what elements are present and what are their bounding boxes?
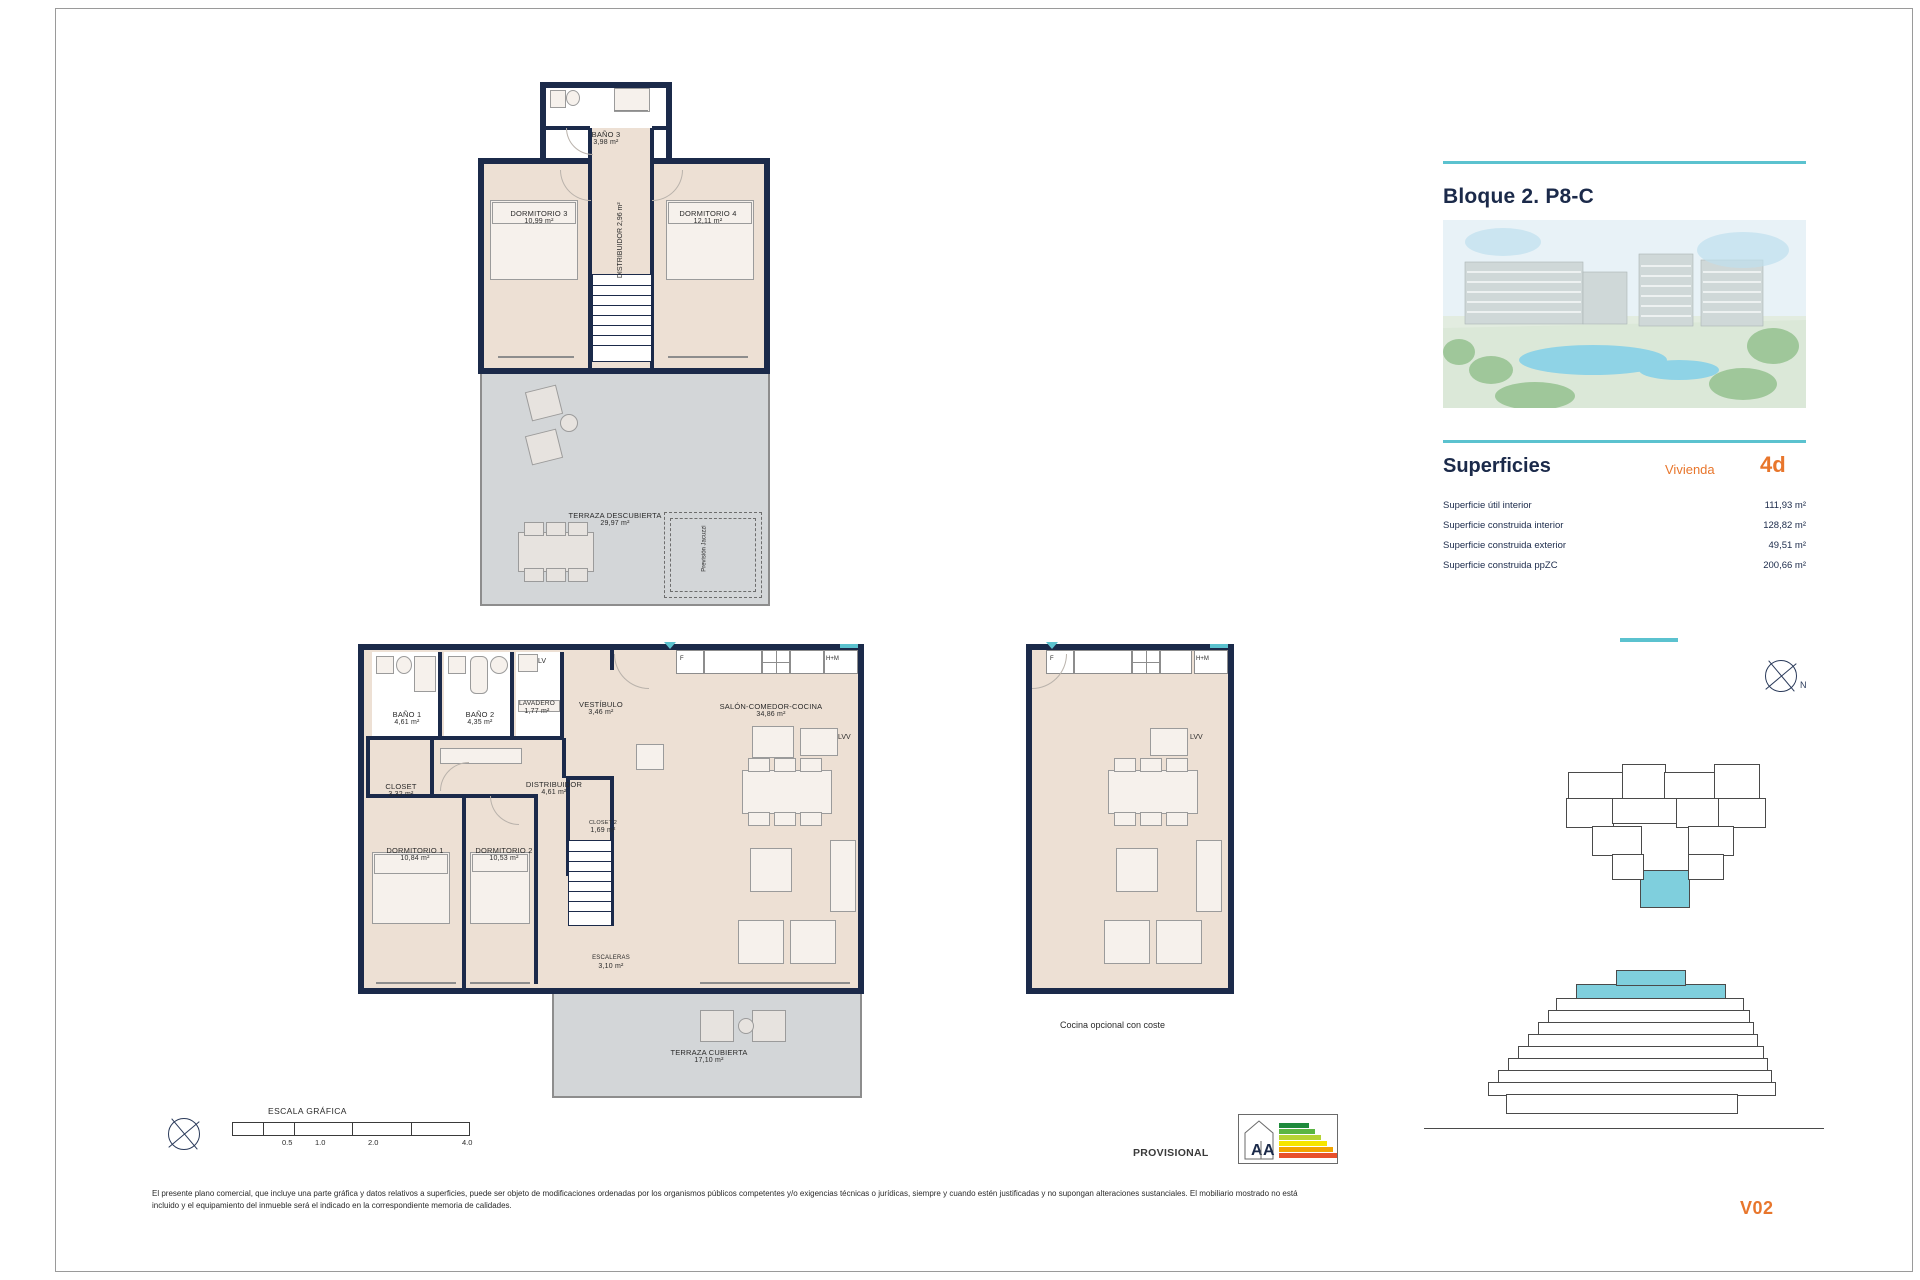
shower-edge [614,110,648,111]
optional-kitchen-note: Cocina opcional con coste [1060,1020,1166,1030]
render-illustration [1443,220,1806,408]
fridge-appliance [676,650,704,674]
surfaces-title: Superficies [1443,455,1551,477]
label-dormitorio-2: DORMITORIO 2 10,53 m² [475,846,533,863]
hob-appliance [762,650,790,674]
svg-text:A: A [1263,1142,1275,1159]
label-escaleras: ESCALERAS 3,10 m² [592,955,630,970]
bano1-toilet [396,656,412,674]
optk-counter-cabinets [1074,650,1132,674]
label-terraza-descubierta: TERRAZA DESCUBIERTA 29,97 m² [568,511,662,528]
label-salon-comedor-cocina: SALÓN-COMEDOR-COCINA 34,86 m² [719,702,823,719]
terrace-dining-table [518,532,594,572]
keyplan-block-10 [1688,826,1734,856]
panel-rule-surfaces [1443,440,1806,443]
panel-rule-top [1443,161,1806,164]
scale-title: ESCALA GRÁFICA [268,1106,347,1116]
sheet-border-left [55,8,56,1272]
bano1-shower [414,656,436,692]
keyplan-block-9 [1592,826,1642,856]
scale-bar [232,1122,470,1136]
counter-cabinets [704,650,762,674]
dining-chair-6 [800,812,822,826]
sink-fixture [550,90,566,108]
scale-tick-2: 2.0 [368,1138,379,1147]
wall-dorm1-dorm2 [462,794,466,988]
optk-dining-table [1108,770,1198,814]
label-distribuidor-upper: DISTRIBUIDOR 2,96 m² [616,202,624,279]
oven-microwave-appliance [824,650,858,674]
window-dormitorio-2 [470,982,530,984]
wall-bano2-lavadero [510,652,514,738]
terrace-lower-chair-1 [700,1010,734,1042]
keyplan-block-1 [1568,772,1624,800]
optk-appliance-label-lvv: LVV [1190,734,1203,741]
optk-counter-run [1160,650,1192,674]
counter-run [790,650,824,674]
window-dormitorio-3 [498,356,574,358]
terrace-lower-table [738,1018,754,1034]
dining-table-lower [742,770,832,814]
compass-north-label: N [1800,680,1807,690]
dwelling-label: Vivienda [1665,462,1715,477]
label-lavadero: LAVADERO 1,77 m² [518,700,556,716]
lower-terrace-fill [552,988,862,1098]
keyplan-highlighted-unit [1640,870,1690,908]
bano2-bathtub [470,656,488,694]
building-render-image [1443,220,1806,408]
sheet-border-bottom [55,1271,1913,1272]
dining-chair-2 [774,758,796,772]
terrace-side-table [560,414,578,432]
terrace-edge-bottom [480,604,770,606]
shower-fixture [614,88,650,112]
dining-chair-1 [748,758,770,772]
sofa-side [830,840,856,912]
appliance-label-lvv: LVV [838,734,851,741]
optk-chair-6 [1166,812,1188,826]
optk-coffee-table [1116,848,1158,892]
keyplan-block-3 [1664,772,1716,800]
wall-lavadero-vestibulo [560,652,564,738]
terrace-chair-4 [524,568,544,582]
surface-row-2-value: 49,51 m² [1768,540,1806,551]
svg-text:A: A [1251,1142,1263,1159]
terrace-edge-right [768,372,770,605]
optk-oven-microwave [1194,650,1228,674]
dwelling-type: 4d [1760,452,1786,477]
label-terraza-cubierta: TERRAZA CUBIERTA 17,10 m² [670,1048,748,1065]
window-salon [700,982,850,984]
label-bano-3: BAÑO 3 3,98 m² [591,130,621,147]
dishwasher-lvv [800,728,838,756]
keyplan-block-7 [1676,798,1720,828]
terrace-cubierta-edge-l [552,988,554,1098]
entrance-marker [664,642,676,649]
section-base [1506,1094,1738,1114]
terrace-cubierta-edge [552,1096,862,1098]
scale-tick-3: 4.0 [462,1138,473,1147]
lower-wall-bottom [358,988,864,994]
surface-row-0-label: Superficie útil interior [1443,500,1532,511]
terrace-edge-left [480,372,482,605]
keyplan-block-5 [1566,798,1614,828]
surface-row-3-value: 200,66 m² [1763,560,1806,571]
terrace-chair-5 [546,568,566,582]
upper-wall-bottom [478,368,770,374]
lavadero-washer [518,654,538,672]
wall-dorm2-stairs [534,794,538,984]
legal-disclaimer: El presente plano comercial, que incluye una parte gráfica y datos relativos a superficies, puede ser objeto de modificaciones ordenadas por los organismos públicos competentes y/o exigencias técnicas o jurídicas, siempre y cuando estén justificadas y no supongan alteraciones sustanciales. El mobiliario mostrado no está incluido y el equipamiento del inmueble será el indicado en la correspondiente memoria de calidades. [152,1189,1298,1210]
balcony-marker [840,644,858,648]
staircase-lower [568,840,612,926]
dining-chair-4 [748,812,770,826]
bano3-wall-b-right [652,126,672,130]
wall-bano1-bano2 [438,652,442,738]
block-title: Bloque 2. P8-C [1443,185,1594,208]
appliance-label-lv: LV [538,658,547,665]
version-code: V02 [1740,1198,1774,1218]
label-closet-2: CLOSET 2 1,69 m² [588,820,618,834]
compass-icon [1765,660,1797,692]
upper-wall-right [764,158,770,374]
wall-salon-left [610,650,614,670]
keyplan-block-4 [1714,764,1760,800]
section-ground-line [1424,1128,1824,1129]
optk-appliance-label-f: F [1050,656,1054,662]
label-closet: CLOSET 3,32 m² [385,782,417,799]
section-highlight-top [1616,970,1686,986]
window-dormitorio-4 [668,356,748,358]
optk-wall-bottom [1026,988,1234,994]
energy-rating-graphic [1239,1115,1337,1163]
scale-tick-0: 0.5 [282,1138,293,1147]
optk-balcony-marker [1210,644,1228,648]
energy-rating-badge [1238,1114,1338,1164]
label-dormitorio-4: DORMITORIO 4 12,11 m² [679,209,737,226]
dining-chair-5 [774,812,796,826]
staircase-upper [592,274,652,362]
kitchen-island [752,726,794,758]
appliance-label-f: F [680,656,684,662]
surface-row-0-value: 111,93 m² [1764,500,1806,511]
optk-armchair-1 [1104,920,1150,964]
terrace-chair-6 [568,568,588,582]
keyplan-block-8 [1718,798,1766,828]
appliance-label-hm: H+M [826,656,839,662]
sheet-border-right [1912,8,1913,1272]
optk-appliance-label-hm: H+M [1196,656,1209,662]
terrace-lower-chair-2 [752,1010,786,1042]
dining-chair-3 [800,758,822,772]
label-dormitorio-3: DORMITORIO 3 10,99 m² [510,209,568,226]
optk-chair-4 [1114,812,1136,826]
scale-tick-1: 1.0 [315,1138,326,1147]
label-jacuzzi: Previsión Jacuzzi [701,525,708,572]
label-distribuidor-lower: DISTRIBUIDOR 4,61 m² [525,780,583,797]
optk-hob-appliance [1132,650,1160,674]
surface-row-2-label: Superficie construida exterior [1443,540,1567,551]
armchair-1 [738,920,784,964]
label-bano-2: BAÑO 2 4,35 m² [465,710,495,727]
optk-sofa-side [1196,840,1222,912]
entry-console [636,744,664,770]
bano2-sink [448,656,466,674]
keyplan-block-12 [1688,854,1724,880]
wall-vestibulo-right [562,738,566,778]
footer-compass-icon [168,1118,200,1150]
optk-wall-right [1228,644,1234,994]
panel-rule-compass [1620,638,1678,642]
bano2-toilet [490,656,508,674]
lower-wall-right [858,644,864,994]
label-dormitorio-1: DORMITORIO 1 10,84 m² [386,846,444,863]
toilet-fixture [566,90,580,106]
label-vestibulo: VESTÍBULO 3,46 m² [579,700,623,717]
surface-row-3-label: Superficie construida ppZC [1443,560,1558,571]
label-bano-1: BAÑO 1 4,61 m² [392,710,422,727]
armchair-2 [790,920,836,964]
optk-chair-1 [1114,758,1136,772]
distribuidor-wardrobe [440,748,522,764]
optk-armchair-2 [1156,920,1202,964]
terrace-cubierta-edge-r [860,988,862,1098]
bano1-sink [376,656,394,674]
upper-core-wall-right [666,82,672,162]
optk-chair-3 [1166,758,1188,772]
keyplan-block-2 [1622,764,1666,800]
optk-chair-5 [1140,812,1162,826]
wall-bath-row-bottom [366,736,564,740]
provisional-label: PROVISIONAL [1133,1147,1209,1159]
window-dormitorio-1 [376,982,456,984]
surface-row-1-label: Superficie construida interior [1443,520,1564,531]
sheet-border-top [55,8,1913,9]
keyplan-block-6 [1612,798,1678,824]
keyplan-block-11 [1612,854,1644,880]
surface-row-1-value: 128,82 m² [1763,520,1806,531]
optk-chair-2 [1140,758,1162,772]
optk-entrance-marker [1046,642,1058,649]
optk-dishwasher-lvv [1150,728,1188,756]
coffee-table [750,848,792,892]
